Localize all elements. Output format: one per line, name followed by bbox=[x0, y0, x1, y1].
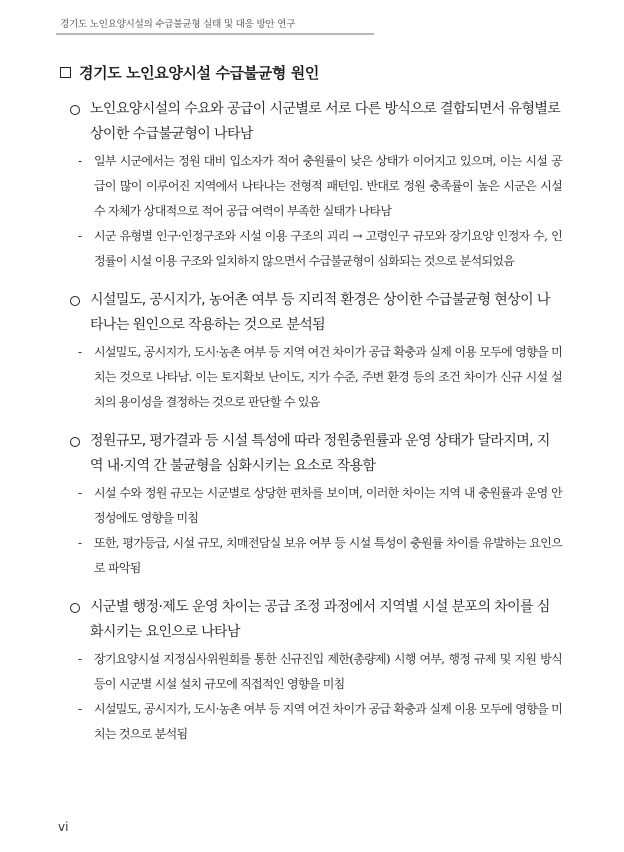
sub-list bbox=[56, 481, 562, 581]
list-item bbox=[56, 97, 562, 147]
list-item bbox=[56, 429, 562, 479]
point-text: 시군별 행정·제도 운영 차이는 공급 조정 과정에서 지역별 시설 분포의 차이를 심화시키는 요인으로 나타남 bbox=[90, 599, 550, 640]
sub-item-text: 시설 수와 정원 규모는 시군별로 상당한 편차를 보이며, 이러한 차이는 지역 내 충원률과 운영 안정성에도 영향을 미침 bbox=[94, 486, 562, 525]
sub-list bbox=[56, 340, 562, 415]
page-content bbox=[56, 62, 562, 761]
sub-item bbox=[56, 531, 562, 581]
sub-list bbox=[56, 647, 562, 747]
point-text: 노인요양시설의 수요와 공급이 시군별로 서로 다른 방식으로 결합되면서 유형별로 상이한 수급불균형이 나타남 bbox=[90, 101, 561, 142]
circle-bullet-icon bbox=[70, 296, 80, 306]
sub-item-text: 일부 시군에서는 정원 대비 입소자가 적어 충원률이 낮은 상태가 이어지고 있으며, 이는 시설 공급이 많이 이루어진 지역에서 나타나는 전형적 패턴임. 반대로 정원 충족률이 높은 시군은 시설 수 자체가 상대적으로 적어 공급 여력이 부족한 실태가 나타남 bbox=[94, 154, 562, 218]
sub-item bbox=[56, 481, 562, 531]
sub-item bbox=[56, 224, 562, 274]
dash-bullet-icon: - bbox=[78, 486, 82, 500]
dash-bullet-icon: - bbox=[78, 702, 82, 716]
sub-item bbox=[56, 697, 562, 747]
circle-bullet-icon bbox=[70, 437, 80, 447]
point-text: 시설밀도, 공시지가, 농어촌 여부 등 지리적 환경은 상이한 수급불균형 현상이 나타나는 원인으로 작용하는 것으로 분석됨 bbox=[90, 292, 550, 333]
sub-item bbox=[56, 340, 562, 415]
dash-bullet-icon: - bbox=[78, 154, 82, 168]
sub-item-text: 시설밀도, 공시지가, 도시·농촌 여부 등 지역 여건 차이가 공급 확충과 실제 이용 모두에 영향을 미치는 것으로 분석됨 bbox=[94, 702, 562, 741]
section-title: 경기도 노인요양시설 수급불균형 원인 bbox=[79, 64, 319, 82]
sub-item bbox=[56, 647, 562, 697]
list-item bbox=[56, 595, 562, 645]
page-number: vi bbox=[58, 820, 69, 834]
dash-bullet-icon: - bbox=[78, 229, 82, 243]
sub-list bbox=[56, 149, 562, 274]
dash-bullet-icon: - bbox=[78, 345, 82, 359]
circle-bullet-icon bbox=[70, 105, 80, 115]
sub-item bbox=[56, 149, 562, 224]
list-item bbox=[56, 288, 562, 338]
dash-bullet-icon: - bbox=[78, 652, 82, 666]
section-heading bbox=[56, 62, 562, 83]
square-bullet-icon bbox=[60, 67, 71, 78]
sub-item-text: 시설밀도, 공시지가, 도시·농촌 여부 등 지역 여건 차이가 공급 확충과 실제 이용 모두에 영향을 미치는 것으로 나타남. 이는 토지확보 난이도, 지가 수준, 주변 환경 등의 조건 차이가 신규 시설 설치의 용이성을 결정하는 것으로 판단할 수 있음 bbox=[94, 345, 562, 409]
running-header: 경기도 노인요양시설의 수급불균형 실태 및 대응 방안 연구 bbox=[60, 19, 296, 30]
sub-item-text: 또한, 평가등급, 시설 규모, 치매전담실 보유 여부 등 시설 특성이 충원률 차이를 유발하는 요인으로 파악됨 bbox=[94, 536, 562, 575]
circle-bullet-icon bbox=[70, 603, 80, 613]
header-rule bbox=[56, 33, 374, 35]
dash-bullet-icon: - bbox=[78, 536, 82, 550]
sub-item-text: 시군 유형별 인구·인정구조와 시설 이용 구조의 괴리 → 고령인구 규모와 장기요양 인정자 수, 인정률이 시설 이용 구조와 일치하지 않으면서 수급불균형이 심화되는 것으로 분석되었음 bbox=[94, 229, 562, 268]
point-text: 정원규모, 평가결과 등 시설 특성에 따라 정원충원률과 운영 상태가 달라지며, 지역 내·지역 간 불균형을 심화시키는 요소로 작용함 bbox=[90, 433, 550, 474]
sub-item-text: 장기요양시설 지정심사위원회를 통한 신규진입 제한(총량제) 시행 여부, 행정 규제 및 지원 방식 등이 시군별 시설 설치 규모에 직접적인 영향을 미침 bbox=[94, 652, 562, 691]
